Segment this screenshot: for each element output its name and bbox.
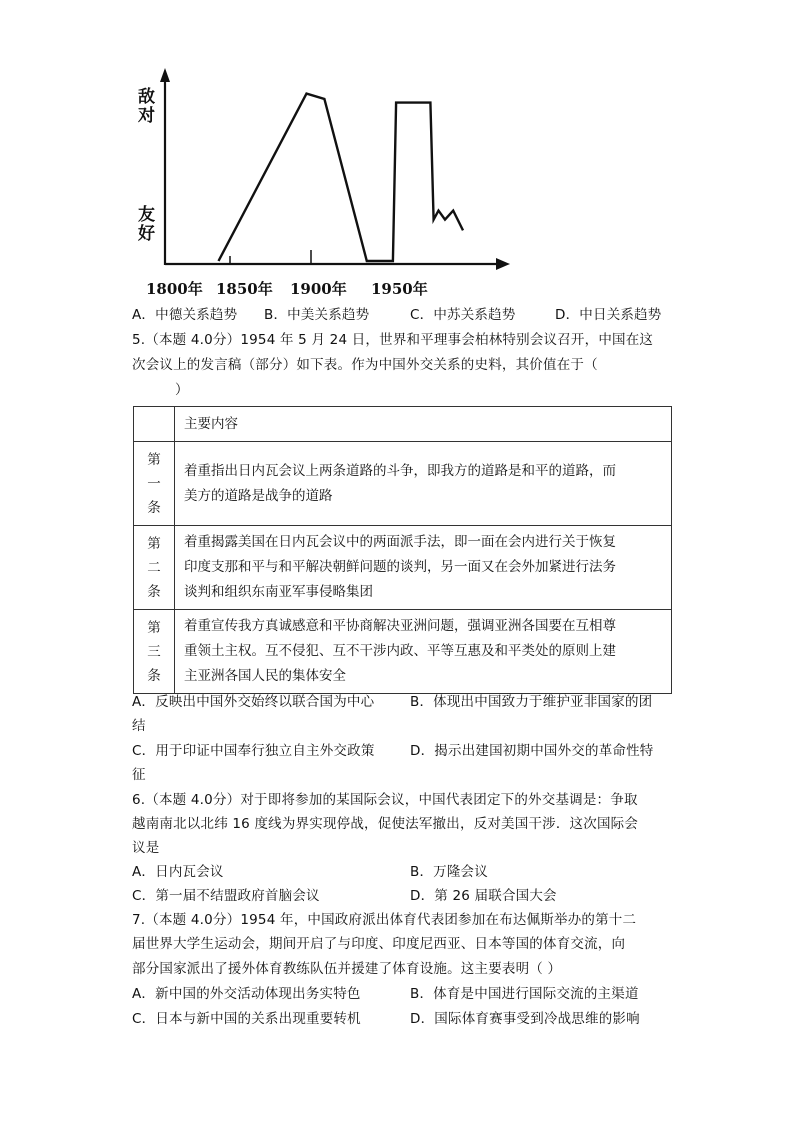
q4-option-b[interactable]: B．中美关系趋势	[264, 307, 370, 323]
q5-option-a[interactable]: A．反映出中国外交始终以联合国为中心	[132, 694, 375, 710]
q5-stem-line3: ）	[175, 382, 189, 398]
q6-stem-line1: 6.（本题 4.0分）对于即将参加的某国际会议，中国代表团定下的外交基调是：争取	[132, 792, 638, 808]
table-header-content: 主要内容	[175, 407, 672, 442]
row-content: 着重指出日内瓦会议上两条道路的斗争，即我方的道路是和平的道路，而 美方的道路是战争的道路	[175, 442, 672, 526]
q4-option-d[interactable]: D．中日关系趋势	[555, 307, 662, 323]
x-tick-label-1850: 1850年	[216, 280, 273, 298]
q5-option-d-cont: 征	[132, 767, 146, 783]
row-content: 着重宣传我方真诚感意和平协商解决亚洲问题，强调亚洲各国要在互相尊 重领土主权。互不侵犯、互不干涉内政、平等互惠及和平类处的原则上建 主亚洲各国人民的集体安全	[175, 610, 672, 694]
q7-stem-line3: 部分国家派出了援外体育教练队伍并援建了体育设施。这主要表明（ ）	[132, 961, 562, 977]
q5-table	[133, 406, 672, 694]
q7-option-a[interactable]: A．新中国的外交活动体现出务实特色	[132, 986, 361, 1002]
q5-stem-line1: 5.（本题 4.0分）1954 年 5 月 24 日，世界和平理事会柏林特别会议召开，中国在这	[132, 332, 654, 348]
table-header-empty	[134, 407, 175, 442]
series-line	[219, 94, 464, 261]
q6-stem-line3: 议是	[132, 840, 160, 856]
q7-option-d[interactable]: D．国际体育赛事受到冷战思维的影响	[410, 1011, 640, 1027]
table-row	[134, 526, 672, 610]
q6-option-a[interactable]: A．日内瓦会议	[132, 864, 224, 880]
y-label-friendly: 友好	[138, 205, 155, 244]
table-header-row	[134, 407, 672, 442]
chart-plot	[0, 0, 793, 300]
q5-option-b-cont: 结	[132, 718, 146, 734]
x-axis-arrow	[496, 258, 510, 270]
q4-option-a[interactable]: A．中德关系趋势	[132, 307, 238, 323]
row-content: 着重揭露美国在日内瓦会议中的两面派手法，即一面在会内进行关于恢复 印度支那和平与和平解决朝鲜问题的谈判，另一面又在会外加紧进行法务 谈判和组织东南亚军事侵略集团	[175, 526, 672, 610]
y-label-hostile: 敌对	[138, 87, 155, 126]
q6-stem-line2: 越南南北以北纬 16 度线为界实现停战，促使法军撤出，反对美国干涉．这次国际会	[132, 816, 639, 832]
row-number: 第 三 条	[134, 610, 175, 694]
q6-option-b[interactable]: B．万隆会议	[410, 864, 488, 880]
q5-option-d[interactable]: D．揭示出建国初期中国外交的革命性特	[410, 743, 654, 759]
q6-option-c[interactable]: C．第一届不结盟政府首脑会议	[132, 888, 320, 904]
row-number: 第 一 条	[134, 442, 175, 526]
q7-option-c[interactable]: C．日本与新中国的关系出现重要转机	[132, 1011, 361, 1027]
q5-option-b[interactable]: B．体现出中国致力于维护亚非国家的团	[410, 694, 653, 710]
q7-option-b[interactable]: B．体育是中国进行国际交流的主渠道	[410, 986, 639, 1002]
x-tick-label-1950: 1950年	[371, 280, 428, 298]
q5-option-c[interactable]: C．用于印证中国奉行独立自主外交政策	[132, 743, 375, 759]
x-tick-label-1900: 1900年	[290, 280, 347, 298]
q7-stem-line1: 7.（本题 4.0分）1954 年，中国政府派出体育代表团参加在布达佩斯举办的第十二	[132, 912, 637, 928]
q6-option-d[interactable]: D．第 26 届联合国大会	[410, 888, 557, 904]
q4-option-c[interactable]: C．中苏关系趋势	[410, 307, 516, 323]
row-number: 第 二 条	[134, 526, 175, 610]
q7-stem-line2: 届世界大学生运动会，期间开启了与印度、印度尼西亚、日本等国的体育交流，向	[132, 936, 626, 952]
y-axis-arrow	[160, 68, 170, 82]
table-row	[134, 610, 672, 694]
q5-stem-line2: 次会议上的发言稿（部分）如下表。作为中国外交关系的史料，其价值在于（	[132, 357, 598, 373]
table-row	[134, 442, 672, 526]
x-tick-label-1800: 1800年	[146, 280, 203, 298]
